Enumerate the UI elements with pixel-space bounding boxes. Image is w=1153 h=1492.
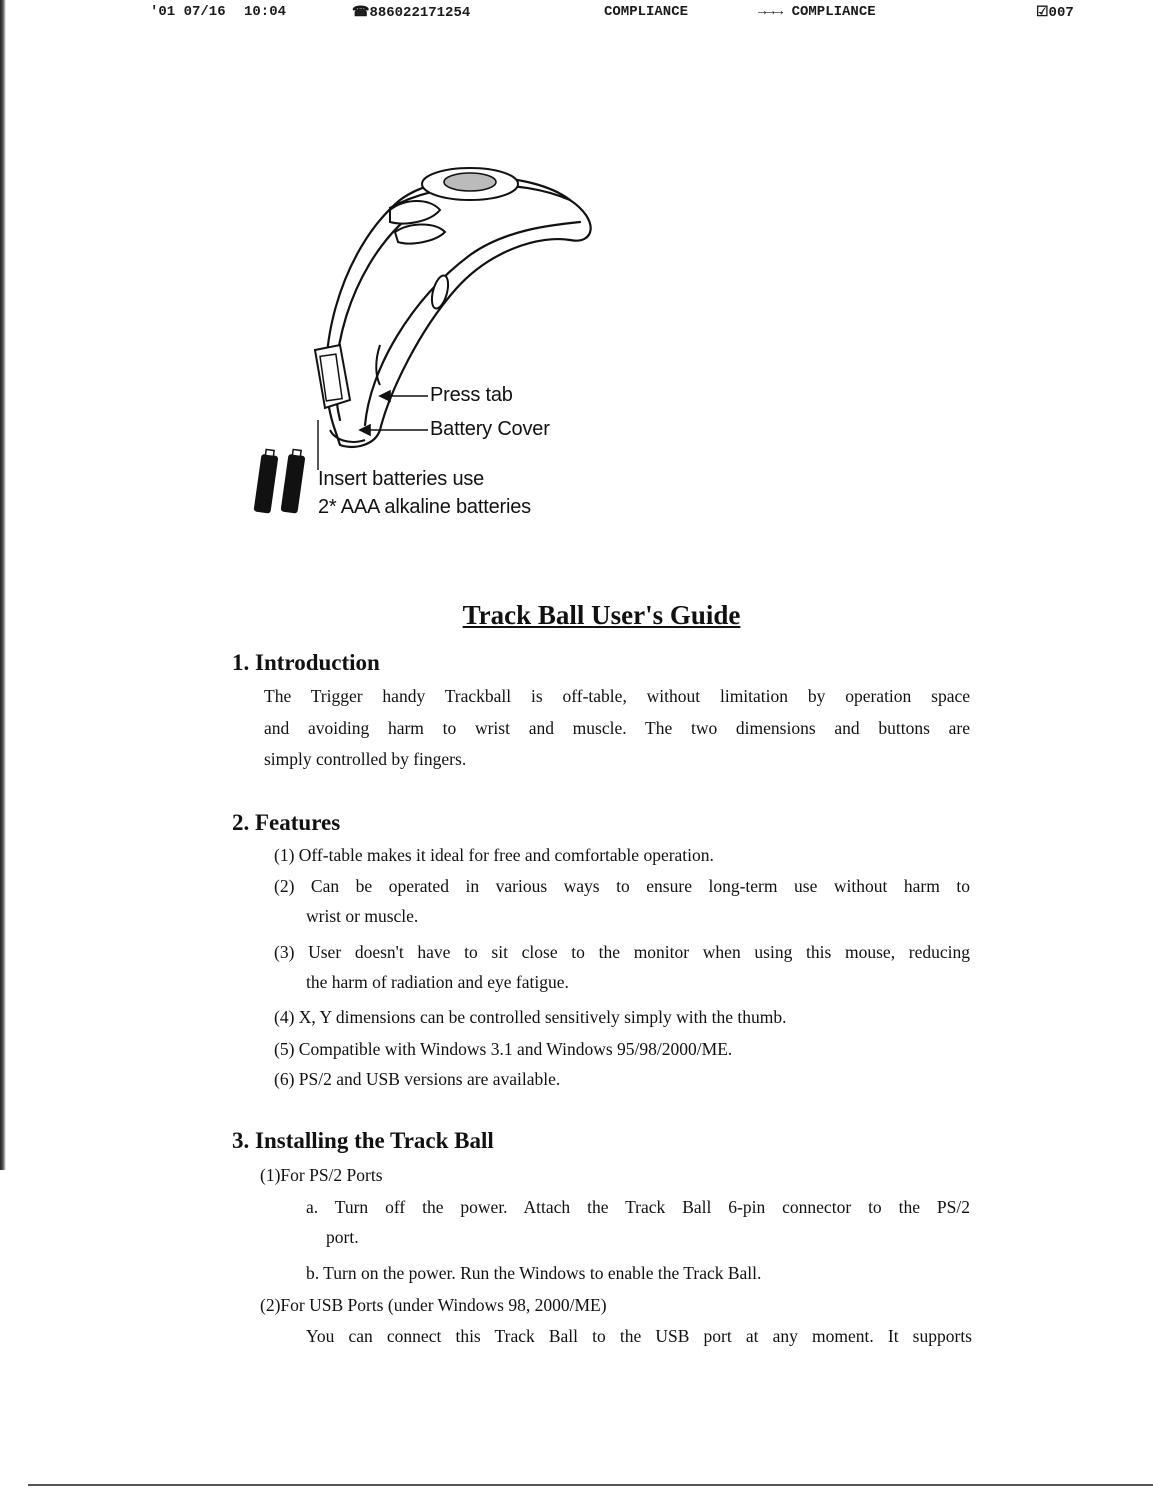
- features-heading: 2. Features: [232, 810, 341, 835]
- feature-2-line-1: (2) Can be operated in various ways to ensure long-term use without harm to: [274, 876, 970, 896]
- trackball-ball: [422, 168, 518, 200]
- intro-heading: 1. Introduction: [232, 650, 380, 675]
- feature-6: (6) PS/2 and USB versions are available.: [274, 1069, 561, 1089]
- fax-time: 10:04: [244, 4, 287, 20]
- ps2-step-a-line-2: port.: [326, 1227, 359, 1247]
- battery-compartment: [315, 345, 350, 408]
- intro-line-2: and avoiding harm to wrist and muscle. The two dimensions and buttons are: [264, 718, 970, 738]
- front-buttons: [390, 201, 445, 244]
- aaa-batteries-icon: [254, 449, 307, 514]
- fax-page: ☑007: [1036, 5, 1074, 21]
- feature-5: (5) Compatible with Windows 3.1 and Windows 95/98/2000/ME.: [274, 1039, 733, 1059]
- callout-battery-cover: Battery Cover: [430, 418, 550, 440]
- ps2-heading: (1)For PS/2 Ports: [260, 1165, 383, 1185]
- usb-heading: (2)For USB Ports (under Windows 98, 2000/ME): [260, 1295, 607, 1315]
- intro-line-3: simply controlled by fingers.: [264, 749, 467, 769]
- fax-to: →→→ COMPLIANCE: [758, 4, 876, 20]
- intro-line-1: The Trigger handy Trackball is off-table, without limitation by operation space: [264, 686, 970, 706]
- fax-date: '01 07/16: [150, 4, 226, 20]
- fax-header: [0, 4, 1153, 24]
- feature-4: (4) X, Y dimensions can be controlled sensitively simply with the thumb.: [274, 1007, 787, 1027]
- fax-phone: ☎886022171254: [352, 5, 471, 21]
- ps2-step-a-line-1: a. Turn off the power. Attach the Track Ball 6-pin connector to the PS/2: [306, 1197, 970, 1217]
- scan-edge: [0, 0, 6, 1170]
- document-title: Track Ball User's Guide: [462, 600, 741, 630]
- feature-3-line-1: (3) User doesn't have to sit close to the monitor when using this mouse, reducing: [274, 942, 970, 962]
- feature-3-line-2: the harm of radiation and eye fatigue.: [306, 972, 569, 992]
- installing-heading: 3. Installing the Track Ball: [232, 1128, 494, 1153]
- feature-1: (1) Off-table makes it ideal for free and comfortable operation.: [274, 845, 714, 865]
- callout-batteries-line1: Insert batteries use: [318, 468, 485, 490]
- feature-2-line-2: wrist or muscle.: [306, 906, 419, 926]
- bottom-rule: [28, 1484, 1153, 1486]
- ps2-step-b: b. Turn on the power. Run the Windows to enable the Track Ball.: [306, 1263, 762, 1283]
- usb-line-1: You can connect this Track Ball to the USB port at any moment. It supports: [306, 1326, 972, 1346]
- callout-press-tab: Press tab: [430, 384, 513, 406]
- fax-from: COMPLIANCE: [604, 4, 689, 20]
- callout-batteries-line2: 2* AAA alkaline batteries: [318, 496, 531, 518]
